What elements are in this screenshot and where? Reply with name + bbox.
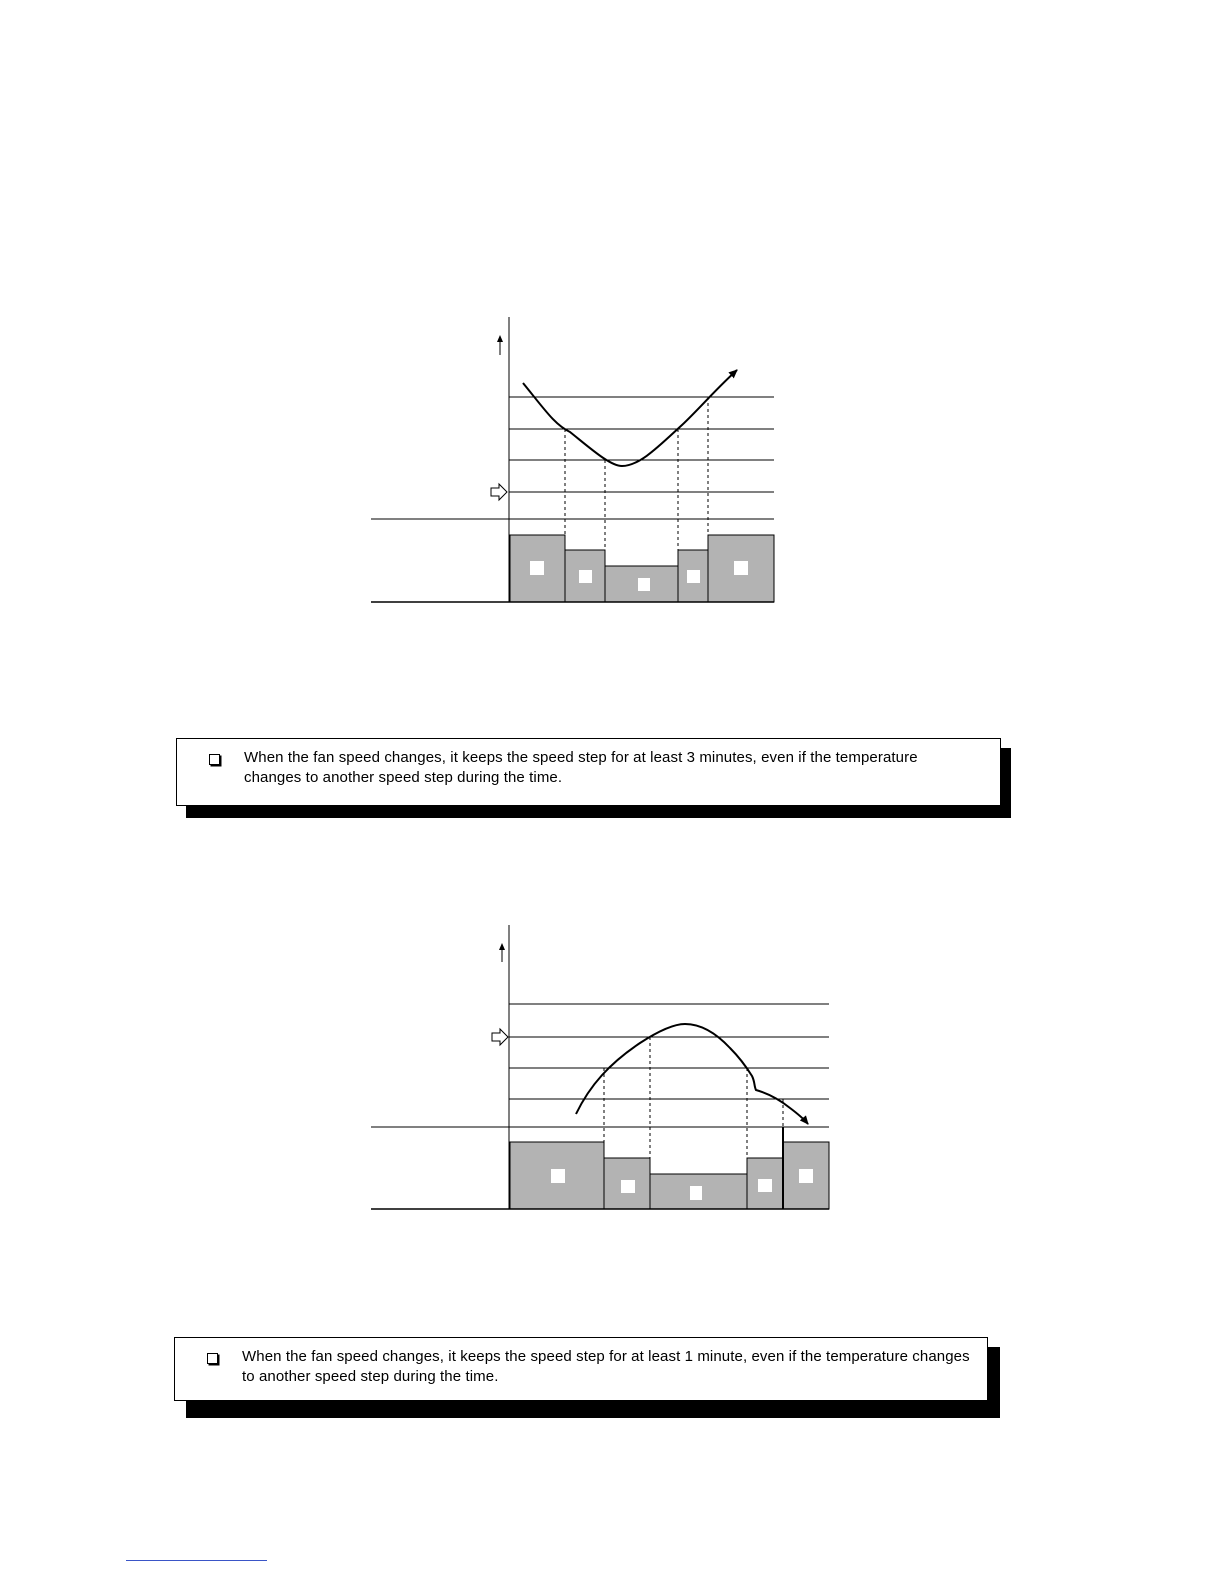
heating-fan-speed-diagram (371, 925, 829, 1209)
setpoint-arrow-icon (491, 484, 507, 500)
label-box (551, 1169, 565, 1183)
note-panel (174, 1337, 988, 1401)
label-box (687, 570, 700, 583)
temperature-curve (523, 370, 737, 466)
setpoint-arrow-icon (492, 1029, 508, 1045)
cooling-fan-speed-diagram (371, 317, 774, 602)
label-box (758, 1179, 772, 1192)
note-text: When the fan speed changes, it keeps the speed step for at least 3 minutes, even if the temperature changes to another speed step during the time. (244, 749, 918, 786)
label-box (621, 1180, 635, 1193)
label-box (530, 561, 544, 575)
temperature-curve (576, 1024, 808, 1124)
note-panel (176, 738, 1001, 806)
checkbox-bullet-icon (209, 754, 220, 765)
note-text: When the fan speed changes, it keeps the speed step for at least 1 minute, even if the temperature changes to another speed step during the time. (242, 1348, 970, 1385)
label-box (638, 578, 650, 591)
checkbox-bullet-icon (207, 1353, 218, 1364)
label-box (799, 1169, 813, 1183)
note-box-1-minute (174, 1337, 1000, 1418)
up-arrow-icon (497, 335, 503, 355)
label-box (579, 570, 592, 583)
label-box (734, 561, 748, 575)
label-box (690, 1186, 702, 1200)
up-arrow-icon (499, 943, 505, 962)
footnote-separator (126, 1560, 267, 1561)
note-box-3-minutes (176, 738, 1011, 818)
